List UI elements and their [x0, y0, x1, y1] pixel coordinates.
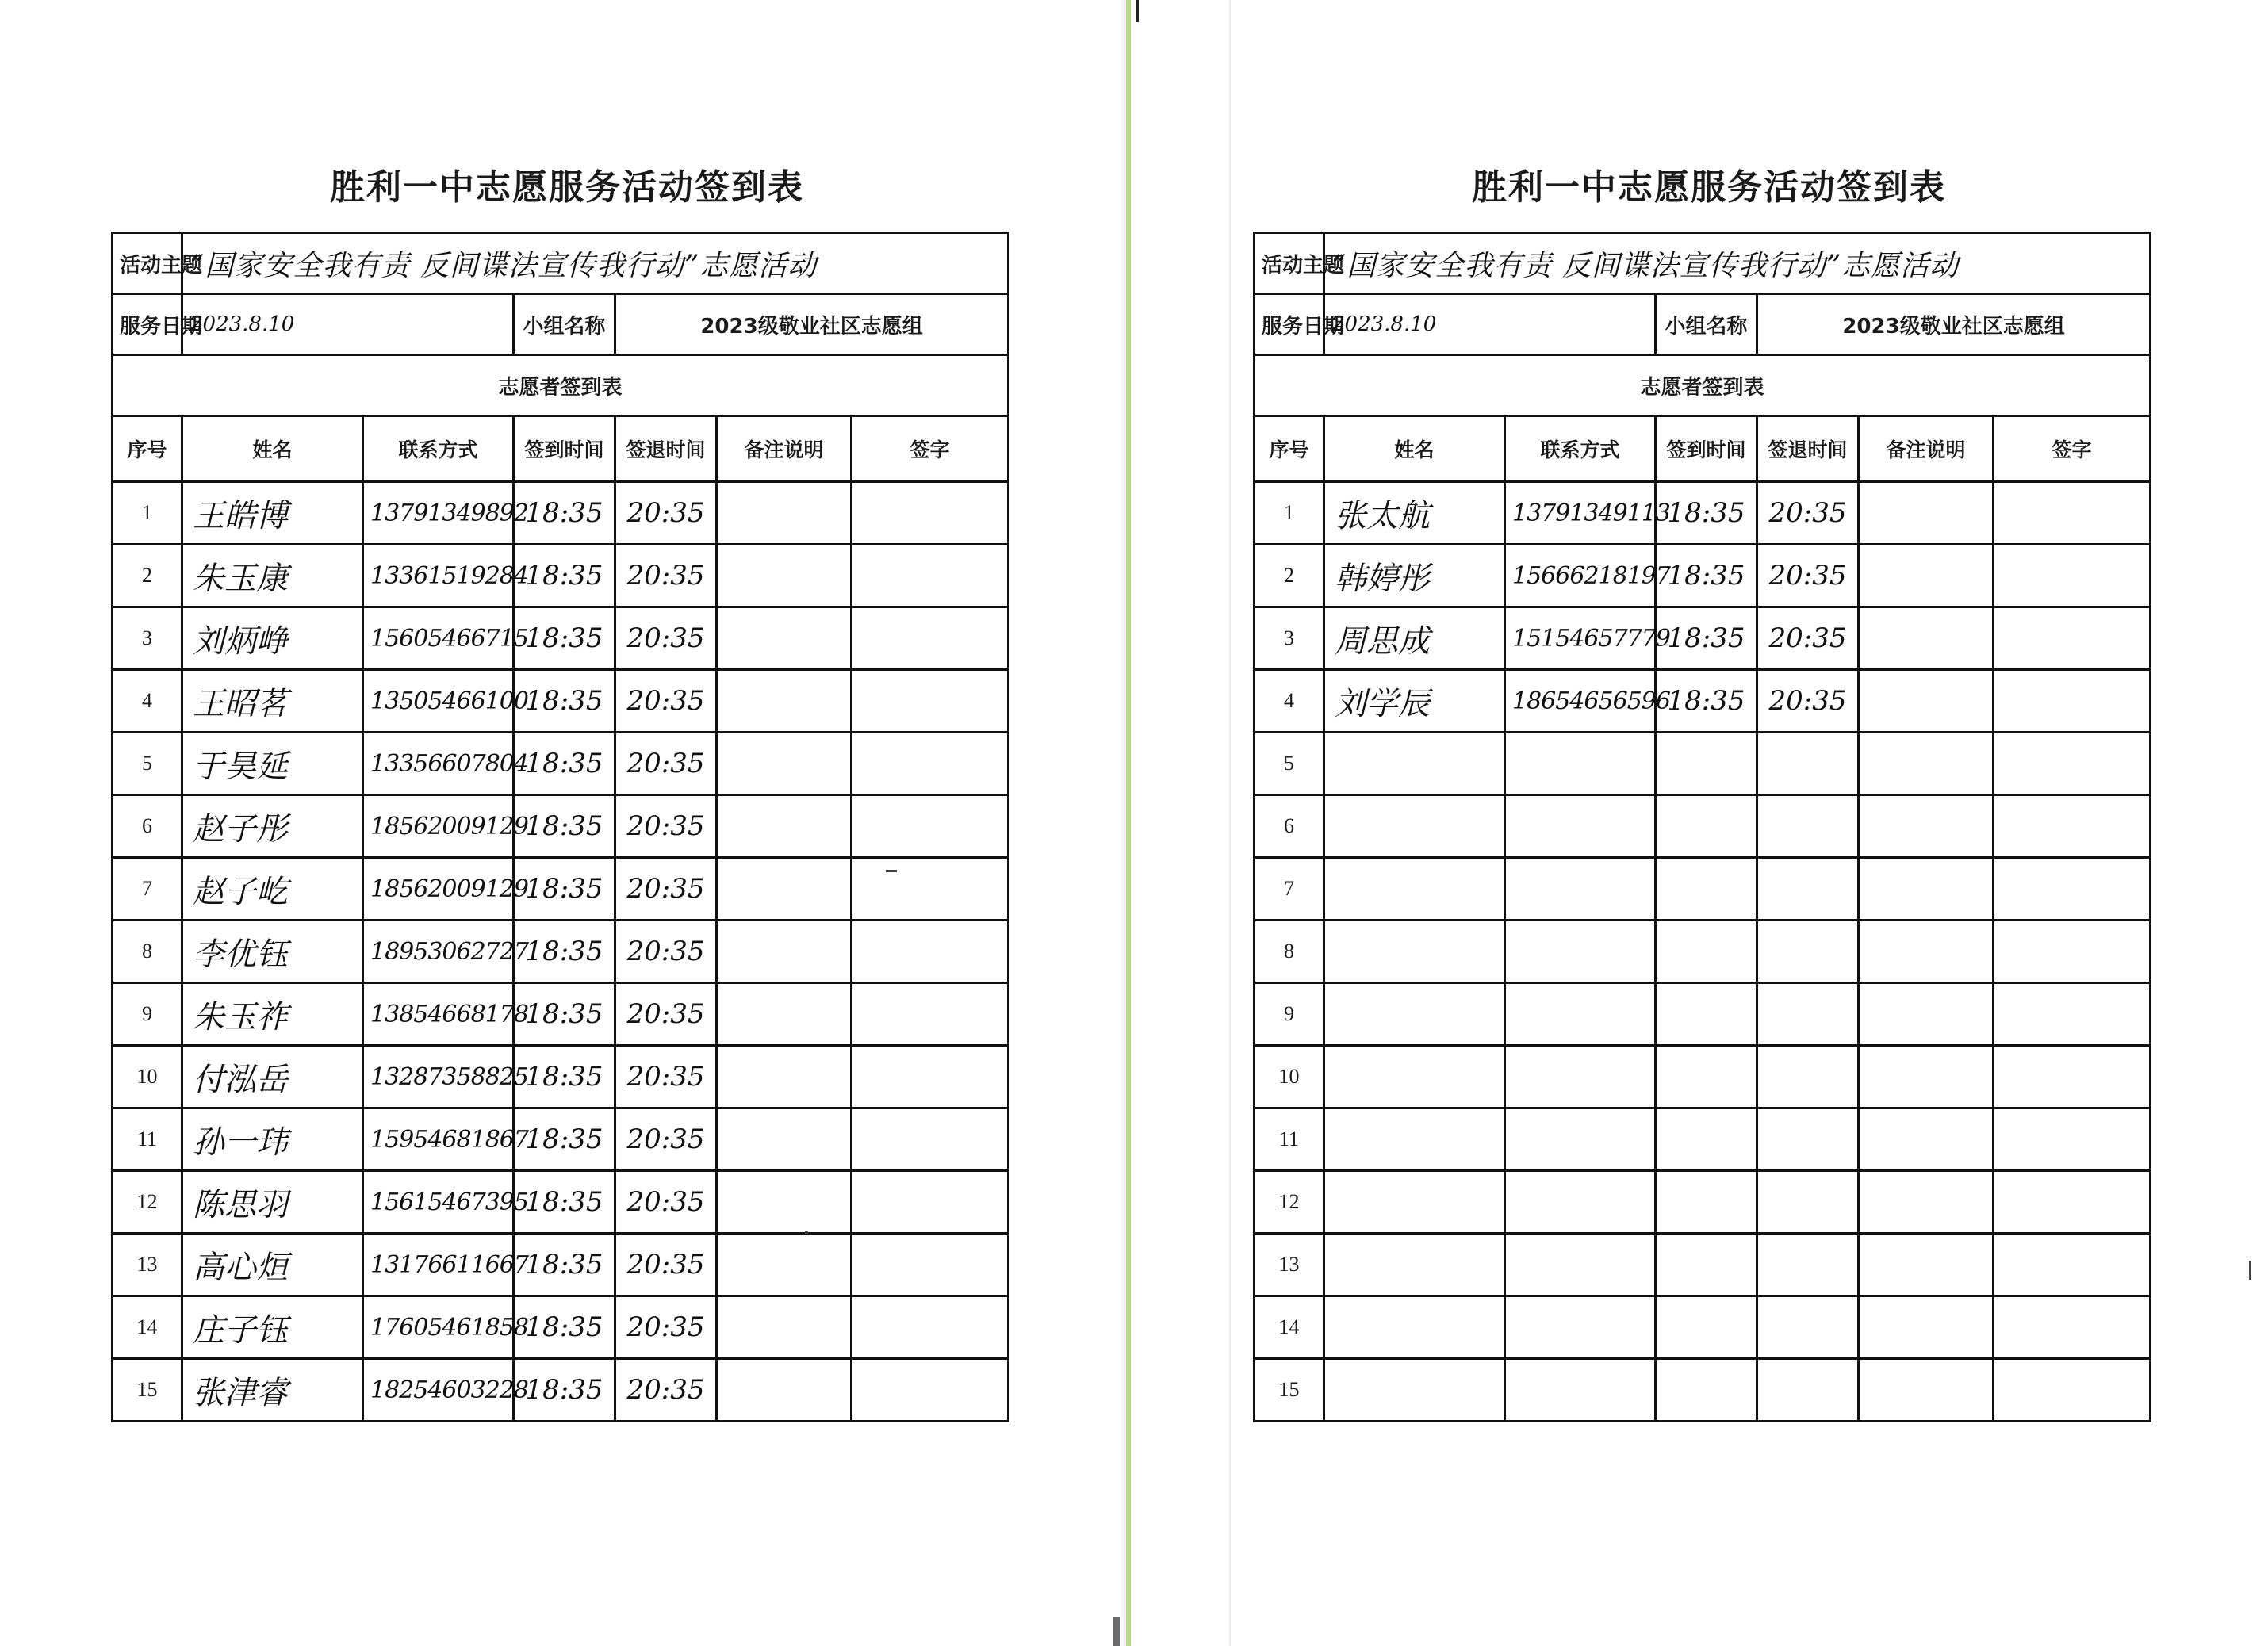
remarks-cell [1859, 1171, 1994, 1234]
group-value: 2023级敬业社区志愿组 [615, 294, 1009, 355]
table-row [113, 983, 1009, 1046]
sign-in-time: 18:35 [514, 545, 615, 607]
paper-speck [805, 1231, 808, 1234]
volunteer-name [1324, 1171, 1505, 1234]
remarks-cell [717, 607, 852, 670]
table-row [1255, 545, 2151, 607]
remarks-cell [1859, 1046, 1994, 1108]
row-number: 11 [1255, 1108, 1324, 1171]
signature-cell [1994, 545, 2151, 607]
signature-cell [1994, 1359, 2151, 1422]
sign-out-time: 20:35 [615, 983, 717, 1046]
sign-in-time: 18:35 [514, 795, 615, 858]
row-number: 14 [1255, 1296, 1324, 1359]
volunteer-name: 朱玉康 [182, 545, 363, 607]
phone-number [1505, 1359, 1656, 1422]
sign-out-time [1757, 1359, 1859, 1422]
signature-cell [1994, 1171, 2151, 1234]
topic-value: “国家安全我有责 反间谍法宣传我行动”志愿活动 [182, 233, 1009, 294]
column-header: 备注说明 [1859, 416, 1994, 482]
remarks-cell [1859, 1296, 1994, 1359]
remarks-cell [1859, 1359, 1994, 1422]
sign-in-time [1656, 921, 1757, 983]
remarks-cell [717, 1296, 852, 1359]
signature-cell [1994, 1046, 2151, 1108]
table-row [113, 545, 1009, 607]
phone-number: 17605461858 [363, 1296, 514, 1359]
group-label: 小组名称 [514, 294, 615, 355]
row-number: 3 [1255, 607, 1324, 670]
remarks-cell [1859, 983, 1994, 1046]
row-number: 10 [1255, 1046, 1324, 1108]
phone-number [1505, 983, 1656, 1046]
signature-cell [852, 795, 1009, 858]
signature-cell [1994, 607, 2151, 670]
sign-in-time: 18:35 [514, 1359, 615, 1422]
binding-mark [1136, 0, 1139, 22]
sign-out-time: 20:35 [1757, 607, 1859, 670]
column-header: 备注说明 [717, 416, 852, 482]
volunteer-name [1324, 1296, 1505, 1359]
remarks-cell [1859, 733, 1994, 795]
sign-out-time [1757, 983, 1859, 1046]
remarks-cell [1859, 545, 1994, 607]
sign-in-time [1656, 795, 1757, 858]
column-header: 签到时间 [1656, 416, 1757, 482]
date-value: 2023.8.10 [182, 294, 514, 355]
remarks-cell [717, 1234, 852, 1296]
volunteer-name: 庄子钰 [182, 1296, 363, 1359]
table-row [1255, 1359, 2151, 1422]
sign-in-time: 18:35 [514, 482, 615, 545]
page-edge [1229, 0, 1231, 1646]
row-number: 7 [1255, 858, 1324, 921]
sign-out-time: 20:35 [615, 482, 717, 545]
phone-number [1505, 795, 1656, 858]
signature-cell [1994, 482, 2151, 545]
sign-in-time [1656, 1171, 1757, 1234]
sign-out-time: 20:35 [1757, 482, 1859, 545]
signature-cell [852, 607, 1009, 670]
volunteer-name [1324, 1046, 1505, 1108]
signature-cell [1994, 733, 2151, 795]
remarks-cell [1859, 921, 1994, 983]
volunteer-name [1324, 1108, 1505, 1171]
remarks-cell [1859, 1108, 1994, 1171]
phone-number: 15605466715 [363, 607, 514, 670]
sign-in-time [1656, 1108, 1757, 1171]
phone-number: 18254603228 [363, 1359, 514, 1422]
column-header: 签退时间 [1757, 416, 1859, 482]
sign-out-time [1757, 921, 1859, 983]
remarks-cell [717, 1171, 852, 1234]
table-row [113, 670, 1009, 733]
column-header: 签退时间 [615, 416, 717, 482]
table-row [1255, 482, 2151, 545]
volunteer-name: 朱玉祚 [182, 983, 363, 1046]
sign-in-time: 18:35 [1656, 670, 1757, 733]
remarks-cell [1859, 607, 1994, 670]
table-row [113, 1046, 1009, 1108]
table-row [1255, 1108, 2151, 1171]
sign-out-time [1757, 1234, 1859, 1296]
remarks-cell [717, 921, 852, 983]
remarks-cell [717, 545, 852, 607]
sign-in-time [1656, 1234, 1757, 1296]
paper-speck [2249, 1261, 2251, 1280]
volunteer-name: 陈思羽 [182, 1171, 363, 1234]
sign-in-time [1656, 733, 1757, 795]
volunteer-name: 孙一玮 [182, 1108, 363, 1171]
table-row [113, 795, 1009, 858]
phone-number: 13361519284 [363, 545, 514, 607]
sheet-title: 胜利一中志愿服务活动签到表 [330, 167, 804, 208]
table-row [1255, 921, 2151, 983]
sign-out-time [1757, 795, 1859, 858]
sign-in-time: 18:35 [1656, 545, 1757, 607]
sign-in-time: 18:35 [1656, 482, 1757, 545]
row-number: 11 [113, 1108, 182, 1171]
volunteer-name [1324, 733, 1505, 795]
column-header: 联系方式 [1505, 416, 1656, 482]
date-label: 服务日期 [113, 294, 182, 355]
topic-value: “国家安全我有责 反间谍法宣传我行动”志愿活动 [1324, 233, 2151, 294]
date-label: 服务日期 [1255, 294, 1324, 355]
phone-number: 18562009129 [363, 795, 514, 858]
phone-number: 13505466100 [363, 670, 514, 733]
sign-in-time: 18:35 [514, 1296, 615, 1359]
row-number: 4 [113, 670, 182, 733]
volunteer-name: 张津睿 [182, 1359, 363, 1422]
volunteer-name [1324, 1234, 1505, 1296]
signature-cell [852, 670, 1009, 733]
remarks-cell [1859, 1234, 1994, 1296]
sheet-title: 胜利一中志愿服务活动签到表 [1472, 167, 1946, 208]
table-row [113, 858, 1009, 921]
signature-cell [852, 545, 1009, 607]
remarks-cell [1859, 795, 1994, 858]
column-header: 姓名 [182, 416, 363, 482]
row-number: 5 [1255, 733, 1324, 795]
sign-in-time: 18:35 [514, 1046, 615, 1108]
phone-number: 15954681867 [363, 1108, 514, 1171]
sign-in-time: 18:35 [514, 921, 615, 983]
table-row [1255, 795, 2151, 858]
row-number: 7 [113, 858, 182, 921]
section-title: 志愿者签到表 [1255, 355, 2151, 416]
row-number: 2 [1255, 545, 1324, 607]
table-row [1255, 1046, 2151, 1108]
table-row [113, 921, 1009, 983]
sign-in-time [1656, 1359, 1757, 1422]
row-number: 4 [1255, 670, 1324, 733]
sign-in-time: 18:35 [514, 1234, 615, 1296]
row-number: 3 [113, 607, 182, 670]
sign-out-time: 20:35 [615, 1171, 717, 1234]
signature-cell [1994, 1296, 2151, 1359]
signature-cell [852, 1234, 1009, 1296]
row-number: 6 [113, 795, 182, 858]
sign-out-time: 20:35 [615, 1046, 717, 1108]
sign-in-table [1253, 232, 2151, 1422]
volunteer-name: 李优钰 [182, 921, 363, 983]
table-row [1255, 858, 2151, 921]
volunteer-name: 赵子彤 [182, 795, 363, 858]
signature-cell [1994, 1234, 2151, 1296]
volunteer-name: 王昭茗 [182, 670, 363, 733]
phone-number: 18953062727 [363, 921, 514, 983]
sign-in-time [1656, 858, 1757, 921]
phone-number: 15154657779 [1505, 607, 1656, 670]
signature-cell [1994, 858, 2151, 921]
topic-label: 活动主题 [113, 233, 182, 294]
table-row [113, 482, 1009, 545]
volunteer-name: 刘炳峥 [182, 607, 363, 670]
sign-out-time: 20:35 [615, 1296, 717, 1359]
sign-in-time: 18:35 [514, 1108, 615, 1171]
remarks-cell [717, 795, 852, 858]
volunteer-name: 张太航 [1324, 482, 1505, 545]
phone-number: 15666218197 [1505, 545, 1656, 607]
table-row [1255, 607, 2151, 670]
signature-cell [852, 1171, 1009, 1234]
remarks-cell [717, 1359, 852, 1422]
row-number: 13 [113, 1234, 182, 1296]
sign-in-time [1656, 1046, 1757, 1108]
date-value: 2023.8.10 [1324, 294, 1656, 355]
sign-out-time: 20:35 [615, 921, 717, 983]
row-number: 6 [1255, 795, 1324, 858]
sign-out-time: 20:35 [615, 607, 717, 670]
binding-fold-line [1126, 0, 1131, 1646]
sign-in-time [1656, 1296, 1757, 1359]
phone-number [1505, 1108, 1656, 1171]
sign-in-time: 18:35 [514, 1171, 615, 1234]
sign-out-time: 20:35 [1757, 545, 1859, 607]
signature-cell [852, 1108, 1009, 1171]
table-row [113, 733, 1009, 795]
remarks-cell [1859, 670, 1994, 733]
row-number: 2 [113, 545, 182, 607]
remarks-cell [717, 670, 852, 733]
sign-out-time [1757, 1296, 1859, 1359]
column-header: 联系方式 [363, 416, 514, 482]
phone-number: 13356607804 [363, 733, 514, 795]
signature-cell [852, 983, 1009, 1046]
sign-in-time: 18:35 [514, 858, 615, 921]
signature-cell [1994, 1108, 2151, 1171]
sign-out-time [1757, 733, 1859, 795]
table-row [113, 1108, 1009, 1171]
signature-cell [1994, 670, 2151, 733]
row-number: 9 [1255, 983, 1324, 1046]
phone-number: 13176611667 [363, 1234, 514, 1296]
table-row [113, 607, 1009, 670]
paper-speck [886, 870, 897, 872]
sign-out-time [1757, 858, 1859, 921]
sign-in-table [111, 232, 1009, 1422]
sign-in-time: 18:35 [514, 733, 615, 795]
sign-out-time: 20:35 [615, 1359, 717, 1422]
volunteer-name: 于昊延 [182, 733, 363, 795]
remarks-cell [717, 482, 852, 545]
sign-in-time: 18:35 [514, 607, 615, 670]
phone-number [1505, 1046, 1656, 1108]
table-row [113, 1234, 1009, 1296]
volunteer-name [1324, 1359, 1505, 1422]
group-value: 2023级敬业社区志愿组 [1757, 294, 2151, 355]
signature-cell [852, 858, 1009, 921]
volunteer-name: 韩婷彤 [1324, 545, 1505, 607]
group-label: 小组名称 [1656, 294, 1757, 355]
table-row [1255, 1296, 2151, 1359]
row-number: 8 [1255, 921, 1324, 983]
phone-number [1505, 1171, 1656, 1234]
volunteer-name [1324, 858, 1505, 921]
volunteer-name [1324, 795, 1505, 858]
remarks-cell [1859, 858, 1994, 921]
row-number: 1 [1255, 482, 1324, 545]
sign-in-time [1656, 983, 1757, 1046]
signature-cell [852, 482, 1009, 545]
volunteer-name: 周思成 [1324, 607, 1505, 670]
column-header: 序号 [1255, 416, 1324, 482]
column-header: 姓名 [1324, 416, 1505, 482]
sign-in-time: 18:35 [514, 983, 615, 1046]
page-fold-shadow [1118, 0, 1126, 1646]
table-row [1255, 670, 2151, 733]
phone-number: 13791349113 [1505, 482, 1656, 545]
sign-out-time: 20:35 [615, 670, 717, 733]
phone-number [1505, 1234, 1656, 1296]
phone-number [1505, 858, 1656, 921]
table-row [1255, 1171, 2151, 1234]
column-header: 签字 [1994, 416, 2151, 482]
volunteer-name [1324, 921, 1505, 983]
sign-out-time: 20:35 [615, 1108, 717, 1171]
topic-label: 活动主题 [1255, 233, 1324, 294]
phone-number [1505, 1296, 1656, 1359]
sign-out-time [1757, 1046, 1859, 1108]
column-header: 签到时间 [514, 416, 615, 482]
volunteer-name: 王皓博 [182, 482, 363, 545]
sign-out-time: 20:35 [615, 1234, 717, 1296]
remarks-cell [717, 1046, 852, 1108]
sign-out-time: 20:35 [1757, 670, 1859, 733]
phone-number: 15615467395 [363, 1171, 514, 1234]
phone-number [1505, 921, 1656, 983]
column-header: 签字 [852, 416, 1009, 482]
phone-number: 13791349892 [363, 482, 514, 545]
signature-cell [852, 1359, 1009, 1422]
phone-number: 13287358825 [363, 1046, 514, 1108]
sign-in-time: 18:35 [514, 670, 615, 733]
row-number: 13 [1255, 1234, 1324, 1296]
table-row [1255, 983, 2151, 1046]
volunteer-name [1324, 983, 1505, 1046]
volunteer-name: 付泓岳 [182, 1046, 363, 1108]
row-number: 15 [1255, 1359, 1324, 1422]
phone-number: 18654656596 [1505, 670, 1656, 733]
sign-out-time: 20:35 [615, 733, 717, 795]
remarks-cell [717, 858, 852, 921]
signature-cell [852, 733, 1009, 795]
column-header: 序号 [113, 416, 182, 482]
row-number: 12 [113, 1171, 182, 1234]
sign-in-time: 18:35 [1656, 607, 1757, 670]
volunteer-name: 刘学辰 [1324, 670, 1505, 733]
remarks-cell [717, 1108, 852, 1171]
signature-cell [1994, 921, 2151, 983]
sign-out-time [1757, 1108, 1859, 1171]
remarks-cell [717, 983, 852, 1046]
row-number: 15 [113, 1359, 182, 1422]
remarks-cell [717, 733, 852, 795]
row-number: 9 [113, 983, 182, 1046]
section-title: 志愿者签到表 [113, 355, 1009, 416]
row-number: 12 [1255, 1171, 1324, 1234]
sign-out-time: 20:35 [615, 545, 717, 607]
phone-number: 18562009129 [363, 858, 514, 921]
row-number: 1 [113, 482, 182, 545]
table-row [1255, 1234, 2151, 1296]
signature-cell [1994, 795, 2151, 858]
sign-out-time [1757, 1171, 1859, 1234]
table-row [113, 1171, 1009, 1234]
phone-number [1505, 733, 1656, 795]
volunteer-name: 高心烜 [182, 1234, 363, 1296]
sign-out-time: 20:35 [615, 795, 717, 858]
signature-cell [852, 921, 1009, 983]
row-number: 8 [113, 921, 182, 983]
row-number: 10 [113, 1046, 182, 1108]
row-number: 5 [113, 733, 182, 795]
signature-cell [852, 1046, 1009, 1108]
signature-cell [852, 1296, 1009, 1359]
phone-number: 13854668178 [363, 983, 514, 1046]
row-number: 14 [113, 1296, 182, 1359]
table-row [113, 1296, 1009, 1359]
table-row [1255, 733, 2151, 795]
binding-mark-bottom [1113, 1617, 1120, 1646]
volunteer-name: 赵子屹 [182, 858, 363, 921]
signature-cell [1994, 983, 2151, 1046]
remarks-cell [1859, 482, 1994, 545]
table-row [113, 1359, 1009, 1422]
sign-out-time: 20:35 [615, 858, 717, 921]
